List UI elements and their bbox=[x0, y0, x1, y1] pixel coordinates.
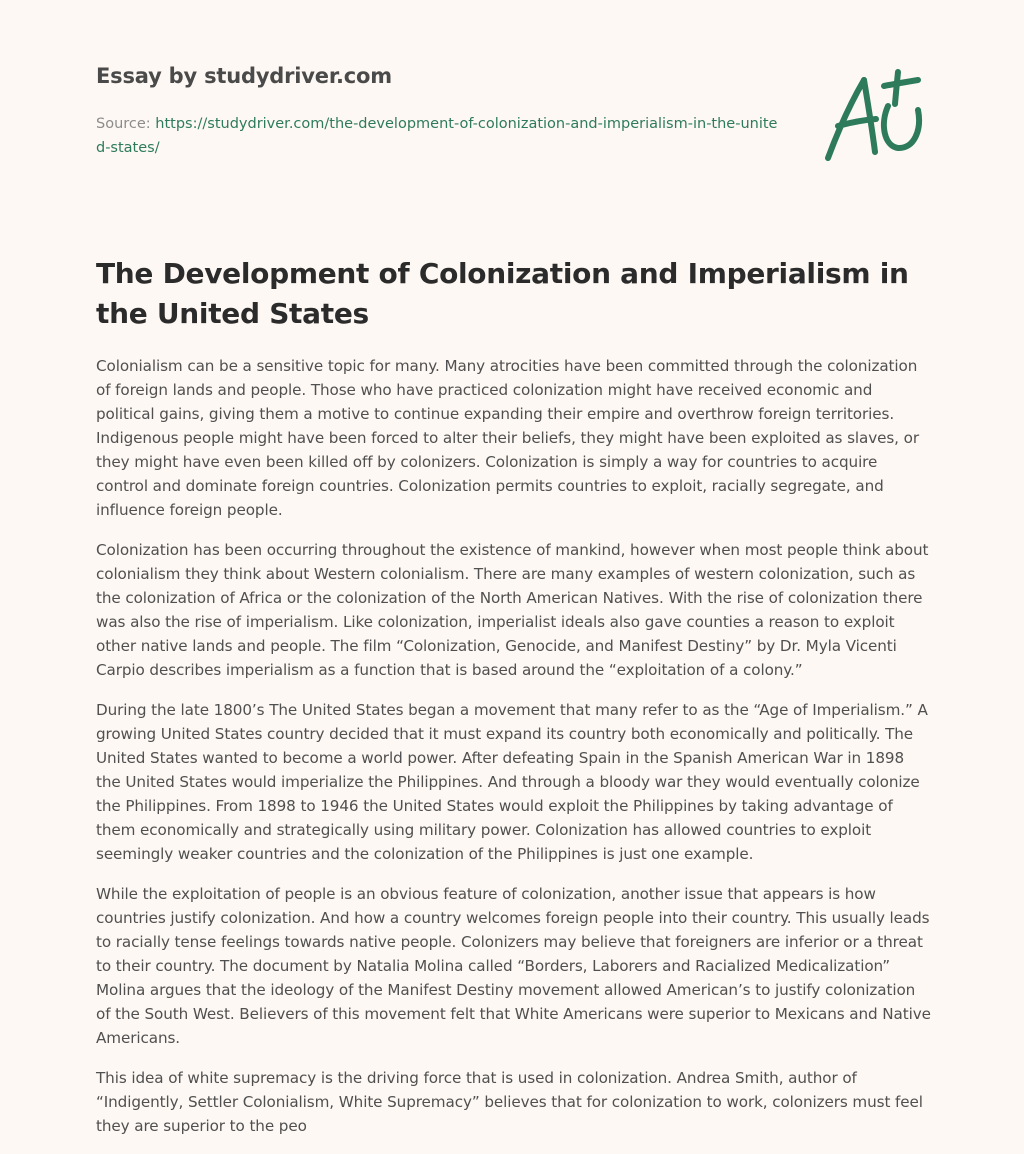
essay-title: The Development of Colonization and Imperialism in the United States bbox=[96, 257, 909, 330]
a-plus-logo-icon bbox=[818, 66, 930, 166]
source-label: Source: bbox=[96, 116, 156, 132]
source-line bbox=[96, 112, 786, 160]
essay-paragraph: Colonization has been occurring throughout the existence of mankind, however when most people think about colonialism they think about Western colonialism. There are many examples of western colonization, such as the colonization of Africa or the colonization of the North American Natives. With the rise of colonization there was also the rise of imperialism. Like colonization, imperialist ideals also gave counties a reason to exploit other native lands and people. The film “Colonization, Genocide, and Manifest Destiny” by Dr. Myla Vicenti Carpio describes imperialism as a function that is based around the “exploitation of a colony.” bbox=[96, 541, 929, 679]
essay-paragraph: This idea of white supremacy is the driving force that is used in colonization. Andrea Smith, author of “Indigently, Settler Colonialism, White Supremacy” believes that for colonization to work, colonizers must feel they are superior to the peo bbox=[96, 1069, 923, 1135]
source-link[interactable]: https://studydriver.com/the-development-of-colonization-and-imperialism-in-the-united-states/ bbox=[96, 116, 778, 156]
site-brand: Essay by studydriver.com bbox=[96, 64, 392, 88]
essay-paragraph: During the late 1800’s The United States began a movement that many refer to as the “Age of Imperialism.” A growing United States country decided that it must expand its country both economically and politically. The United States wanted to become a world power. After defeating Spain in the Spanish American War in 1898 the United States would imperialize the Philippines. And through a bloody war they would eventually colonize the Philippines. From 1898 to 1946 the United States would exploit the Philippines by taking advantage of them economically and strategically using military power. Colonization has allowed countries to exploit seemingly weaker countries and the colonization of the Philippines is just one example. bbox=[96, 701, 928, 863]
essay-body bbox=[96, 354, 932, 1154]
essay-paragraph: Colonialism can be a sensitive topic for many. Many atrocities have been committed through the colonization of foreign lands and people. Those who have practiced colonization might have received economic and political gains, giving them a motive to continue expanding their empire and overthrow foreign territories. Indigenous people might have been forced to alter their beliefs, they might have been exploited as slaves, or they might have even been killed off by colonizers. Colonization is simply a way for countries to acquire control and dominate foreign countries. Colonization permits countries to exploit, racially segregate, and influence foreign people. bbox=[96, 357, 919, 519]
essay-paragraph: While the exploitation of people is an obvious feature of colonization, another issue that appears is how countries justify colonization. And how a country welcomes foreign people into their country. This usually leads to racially tense feelings towards native people. Colonizers may believe that foreigners are inferior or a threat to their country. The document by Natalia Molina called “Borders, Laborers and Racialized Medicalization” Molina argues that the ideology of the Manifest Destiny movement allowed American’s to justify colonization of the South West. Believers of this movement felt that White Americans were superior to Mexicans and Native Americans. bbox=[96, 885, 931, 1047]
